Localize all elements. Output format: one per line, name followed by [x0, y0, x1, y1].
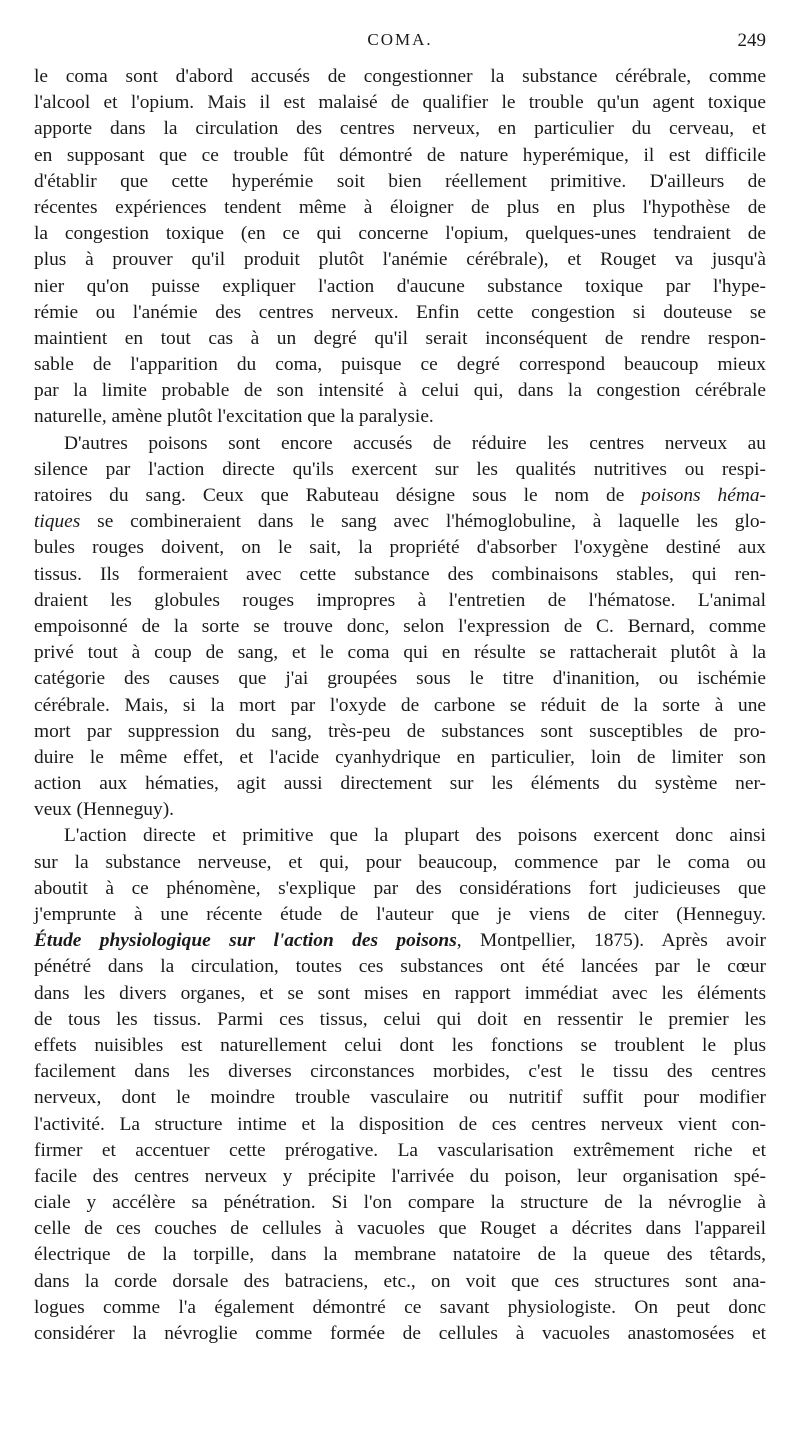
paragraph-start-line: D'autres poisons sont encore accusés de réduire les centres nerveux au [64, 432, 766, 454]
text-line: j'emprunte à une récente étude de l'auteur que je viens de citer (Henneguy. [34, 904, 766, 925]
text-line: draient les globules rouges impropres à l'entretien de l'hématose. L'animal [34, 589, 766, 611]
text-line: la congestion toxique (en ce qui concerne l'opium, quelques-unes tendraient de [34, 223, 766, 245]
text-line: firmer et accentuer cette prérogative. La vascularisation extrêmement riche et [34, 1139, 766, 1161]
text-line: de tous les tissus. Parmi ces tissus, celui qui doit en ressentir le premier les [34, 1008, 766, 1030]
text-line: bules rouges doivent, on le sait, la propriété d'absorber l'oxygène destiné aux [34, 537, 766, 559]
text-line: électrique de la torpille, dans la membrane natatoire de la queue des têtards, [34, 1244, 766, 1266]
running-header [34, 30, 766, 56]
text-line: tissus. Ils formeraient avec cette substance des combinaisons stables, qui ren- [34, 563, 766, 585]
text-line: silence par l'action directe qu'ils exercent sur les qualités nutritives ou respi- [34, 458, 766, 480]
text-line: duire le même effet, et l'acide cyanhydrique en particulier, loin de limiter son [34, 746, 766, 768]
text-line: considérer la névroglie comme formée de cellules à vacuoles anastomosées et [34, 1323, 766, 1344]
text-line: facile des centres nerveux y précipite l'arrivée du poison, leur organisation spé- [34, 1165, 766, 1187]
text-line: d'établir que cette hyperémie soit bien réellement primitive. D'ailleurs de [34, 170, 766, 192]
italic-term: poisons héma- [641, 485, 766, 506]
text-line: par la limite probable de son intensité à celui qui, dans la congestion cérébrale [34, 380, 766, 402]
text-line: ciale y accélère sa pénétration. Si l'on compare la structure de la névroglie à [34, 1192, 766, 1214]
text-line: sable de l'apparition du coma, puisque ce degré correspond beaucoup mieux [34, 354, 766, 376]
text-line: apporte dans la circulation des centres nerveux, en particulier du cerveau, et [34, 118, 766, 140]
text-line: pénétré dans la circulation, toutes ces substances ont été lancées par le cœur [34, 956, 766, 978]
text-line: en supposant que ce trouble fût démontré de nature hyperémique, il est difficile [34, 144, 766, 166]
text-line: effets nuisibles est naturellement celui dont les fonctions se troublent le plus [34, 1034, 766, 1056]
body-text [34, 64, 766, 1347]
text-line: récentes expériences tendent même à éloigner de plus en plus l'hypothèse de [34, 196, 766, 218]
text-line: action aux hématies, agit aussi directement sur les éléments du système ner- [34, 773, 766, 795]
text-line: tiques se combineraient dans le sang avec l'hémoglobuline, à laquelle les glo- [34, 511, 766, 533]
text-line: mort par suppression du sang, très-peu de substances sont susceptibles de pro- [34, 720, 766, 742]
text-line: rémie ou l'anémie des centres nerveux. Enfin cette congestion si douteuse se [34, 301, 766, 323]
text-line: plus à prouver qu'il produit plutôt l'anémie cérébrale), et Rouget va jusqu'à [34, 249, 766, 271]
text-line: dans les divers organes, et se sont mises en rapport immédiat avec les éléments [34, 982, 766, 1004]
paragraph-start-line: L'action directe et primitive que la plupart des poisons exercent donc ainsi [64, 825, 766, 847]
text-line: nier qu'on puisse expliquer l'action d'aucune substance toxique par l'hype- [34, 275, 766, 297]
italic-term: tiques [34, 511, 81, 533]
text-line: logues comme l'a également démontré ce savant physiologiste. On peut donc [34, 1296, 766, 1318]
text-line: facilement dans les diverses circonstances morbides, c'est le tissu des centres [34, 1061, 766, 1083]
text-line: privé tout à coup de sang, et le coma qui en résulte se rattacherait plutôt à la [34, 642, 766, 664]
text-line: nerveux, dont le moindre trouble vasculaire ou nutritif suffit pour modifier [34, 1087, 766, 1109]
text-line: cérébrale. Mais, si la mort par l'oxyde de carbone se réduit de la sorte à une [34, 694, 766, 716]
page-number: 249 [737, 30, 766, 51]
text-line: l'alcool et l'opium. Mais il est malaisé de qualifier le trouble qu'un agent toxique [34, 92, 766, 114]
text-line: naturelle, amène plutôt l'excitation que la paralysie. [34, 406, 434, 428]
cited-work-title: Étude physiologique sur l'action des poisons [34, 930, 457, 952]
text-line: catégorie des causes que j'ai groupées sous le titre d'inanition, ou ischémie [34, 668, 766, 690]
running-title: COMA. [367, 30, 433, 49]
text-line: l'activité. La structure intime et la disposition de ces centres nerveux vient con- [34, 1113, 766, 1135]
text-line: dans la corde dorsale des batraciens, etc., on voit que ces structures sont ana- [34, 1270, 766, 1292]
text-line: aboutit à ce phénomène, s'explique par des considérations fort judicieuses que [34, 877, 766, 899]
text-line: Étude physiologique sur l'action des poisons, Montpellier, 1875). Après avoir [34, 930, 767, 952]
text-line: sur la substance nerveuse, et qui, pour beaucoup, commence par le coma ou [34, 851, 766, 873]
text-line: veux (Henneguy). [34, 799, 174, 821]
text-line: le coma sont d'abord accusés de congestionner la substance cérébrale, comme [34, 66, 766, 87]
text-line: empoisonné de la sorte se trouve donc, selon l'expression de C. Bernard, comme [34, 615, 766, 637]
text-line: ratoires du sang. Ceux que Rabuteau désigne sous le nom de poisons héma- [34, 485, 766, 506]
text-line: celle de ces couches de cellules à vacuoles que Rouget a décrites dans l'appareil [34, 1218, 766, 1240]
text-line: maintient en tout cas à un degré qu'il serait inconséquent de rendre respon- [34, 327, 766, 349]
